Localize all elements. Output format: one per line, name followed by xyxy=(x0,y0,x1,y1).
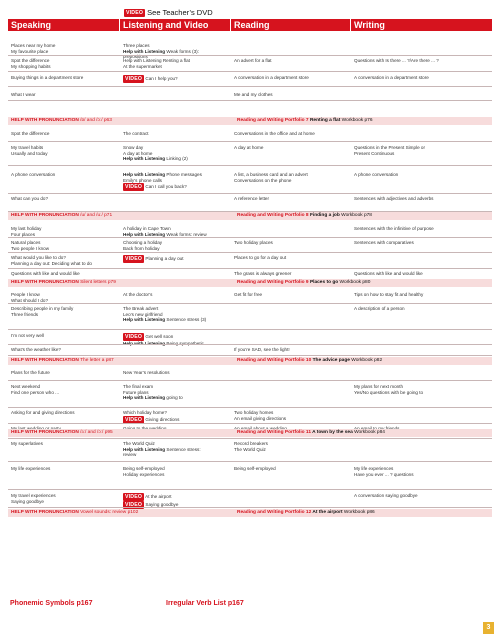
video-item: VIDEO Get well soon xyxy=(125,334,174,340)
writing-cell xyxy=(354,306,492,312)
speaking-cell xyxy=(11,255,116,266)
writing-cell xyxy=(354,292,492,298)
row-divider xyxy=(8,141,492,142)
reading-cell xyxy=(234,92,352,98)
top-note-text: See Teacher’s DVD xyxy=(147,8,213,17)
cell-line: Future plans xyxy=(123,389,149,395)
cell-line: Questions with like and would like xyxy=(354,271,423,276)
cell-line: My last holiday xyxy=(11,226,42,231)
help-with-pronunciation: HELP WITH PRONUNCIATION Vowel sounds: review p102 xyxy=(11,510,139,515)
video-badge: VIDEO xyxy=(125,494,143,500)
cell-line: Help with Listening Renting a flat xyxy=(123,58,190,63)
row-divider xyxy=(8,438,492,439)
reading-cell xyxy=(234,240,352,246)
cell-line: Places to go for a day out xyxy=(234,255,287,260)
cell-line: What can you do? xyxy=(11,196,49,201)
reading-cell xyxy=(234,255,352,261)
cell-line: A description of a person xyxy=(354,306,405,311)
portfolio-topic: A town by the sea xyxy=(312,430,355,435)
cell-line: Places near my home xyxy=(11,43,56,48)
speaking-cell xyxy=(11,333,116,339)
row-divider xyxy=(8,71,492,72)
portfolio-topic: The advice page xyxy=(312,358,352,363)
listening-cell xyxy=(123,58,231,69)
writing-cell xyxy=(354,196,492,202)
help-with-listening-line: Help with Listening Weak forms (3): xyxy=(123,48,199,54)
listening-cell xyxy=(123,226,231,237)
cell-line: A phone conversation xyxy=(11,172,56,177)
row-divider xyxy=(8,165,492,166)
listening-cell xyxy=(123,441,231,458)
cell-line: Present Continuous xyxy=(354,150,395,156)
cell-line: My superlatives xyxy=(11,441,43,446)
reading-cell xyxy=(234,441,352,452)
cell-line: Emily’s phone calls xyxy=(123,177,162,183)
cell-line: Sentences with comparatives xyxy=(354,240,414,245)
speaking-cell xyxy=(11,75,116,81)
portfolio-topic: At the airport xyxy=(312,510,344,515)
pronunciation-topic: /u/ and /uː/ p71 xyxy=(80,213,113,218)
section-band-b12 xyxy=(8,509,492,517)
reading-writing-portfolio: Reading and Writing Portfolio 11 A town by the sea Workbook p84 xyxy=(237,430,385,435)
speaking-cell xyxy=(11,92,116,98)
irregular-verb-list-link[interactable]: Irregular Verb List p167 xyxy=(166,600,244,607)
cell-line: Saying goodbye xyxy=(11,498,44,504)
row-divider xyxy=(8,100,492,101)
reading-cell xyxy=(234,466,352,472)
speaking-cell xyxy=(11,384,116,395)
row-divider xyxy=(8,507,492,508)
listening-cell xyxy=(123,145,231,162)
cell-line: If you’re SAD, see the light! xyxy=(234,347,290,352)
cell-line: An email giving directions xyxy=(234,415,287,421)
video-badge: VIDEO xyxy=(126,9,144,16)
speaking-cell xyxy=(11,172,116,178)
cell-line: A day at home xyxy=(123,150,153,156)
workbook-reference: Workbook p84 xyxy=(354,430,385,435)
row-divider xyxy=(8,344,492,345)
cell-line: My travel experiences xyxy=(11,493,56,498)
pronunciation-topic: /ɒ/ and /ɔː/ p63 xyxy=(80,118,112,123)
cell-line: My life experiences xyxy=(354,466,394,471)
cell-line: The grass is always greener xyxy=(234,271,292,276)
help-with-pronunciation: HELP WITH PRONUNCIATION The letter a p87 xyxy=(11,358,114,363)
portfolio-topic: Places to go xyxy=(309,280,340,285)
speaking-cell xyxy=(11,493,116,504)
cell-line: Which holiday home? xyxy=(123,410,167,415)
cell-line: Snow day xyxy=(123,145,144,150)
video-item: VIDEO Can I help you? xyxy=(125,76,178,82)
cell-line: Buying things in a department store xyxy=(11,75,84,80)
row-divider xyxy=(8,407,492,408)
help-with-listening-line: Help with Listening Sentence stress: xyxy=(123,446,201,452)
cell-line: A day at home xyxy=(234,145,264,150)
reading-cell xyxy=(234,75,352,81)
workbook-reference: Workbook p80 xyxy=(339,280,371,285)
speaking-cell xyxy=(11,466,116,472)
cell-line: Plans for the future xyxy=(11,370,50,375)
pronunciation-topic: /ɜː/ and /ɔː/ p95 xyxy=(80,430,113,435)
video-badge: VIDEO xyxy=(125,76,143,82)
cell-line: Two holiday homes xyxy=(234,410,274,415)
writing-cell xyxy=(354,384,492,395)
workbook-reference: Workbook p86 xyxy=(343,510,375,515)
speaking-cell xyxy=(11,43,116,54)
reading-cell xyxy=(234,196,352,202)
listening-cell xyxy=(123,292,231,298)
row-divider xyxy=(8,489,492,490)
video-badge: VIDEO xyxy=(125,184,143,191)
cell-line: At the supermarket xyxy=(123,63,162,69)
cell-line: The Break advert xyxy=(123,306,159,311)
speaking-cell xyxy=(11,441,116,447)
cell-line: The final exam xyxy=(123,384,154,389)
cell-line: Four places xyxy=(11,231,36,237)
help-with-pronunciation: HELP WITH PRONUNCIATION /ɜː/ and /ɔː/ p95 xyxy=(11,430,113,435)
cell-line: Next weekend xyxy=(11,384,41,389)
reading-cell xyxy=(234,172,352,183)
row-divider xyxy=(8,193,492,194)
cell-line: A phone conversation xyxy=(354,172,399,177)
listening-cell xyxy=(123,466,231,477)
help-with-listening-line: Help with Listening Linking (2) xyxy=(123,156,188,162)
row-divider xyxy=(8,380,492,381)
cell-line: My life experiences xyxy=(11,466,51,471)
cell-line: What’s the weather like? xyxy=(11,347,61,352)
reading-cell xyxy=(234,347,352,353)
speaking-cell xyxy=(11,58,116,69)
workbook-reference: Workbook p78 xyxy=(341,213,372,218)
cell-line: What would you like to do? xyxy=(11,255,66,260)
speaking-cell xyxy=(11,131,116,137)
cell-line: Holiday experiences xyxy=(123,471,165,477)
cell-line: A list, a business card and an advert xyxy=(234,172,308,177)
reading-cell xyxy=(234,145,352,151)
cell-line: Being self-employed xyxy=(234,466,276,471)
top-note xyxy=(124,8,213,17)
cell-line: review xyxy=(123,452,137,458)
speaking-cell xyxy=(11,145,116,156)
row-divider xyxy=(8,461,492,462)
pronunciation-topic: Vowel sounds: review p102 xyxy=(80,510,139,515)
listening-cell xyxy=(123,131,231,137)
cell-line: The contract xyxy=(123,131,149,136)
cell-line: At the doctor’s xyxy=(123,292,153,297)
workbook-reference: Workbook p76 xyxy=(341,118,373,123)
cell-line: Spot the difference xyxy=(11,131,50,136)
cell-line: Get fit for free xyxy=(234,292,263,297)
cell-line: Asking for and giving directions xyxy=(11,410,75,415)
row-divider xyxy=(8,237,492,238)
writing-cell xyxy=(354,226,492,232)
video-badge: VIDEO xyxy=(125,334,143,340)
cell-line: Being self-employed xyxy=(123,466,165,471)
speaking-cell xyxy=(11,306,116,317)
cell-line: The World Quiz xyxy=(123,441,155,446)
row-divider xyxy=(8,55,492,56)
reading-cell xyxy=(234,410,352,421)
video-item: VIDEO Giving directions xyxy=(125,416,180,423)
cell-line: Two holiday places xyxy=(234,240,273,245)
listening-cell xyxy=(123,255,231,263)
help-with-listening-line: Help with Listening Phone messages xyxy=(123,172,202,177)
reading-writing-portfolio: Reading and Writing Portfolio 9 Places to go Workbook p80 xyxy=(237,280,371,285)
reading-writing-portfolio: Reading and Writing Portfolio 12 At the airport Workbook p86 xyxy=(237,510,375,515)
video-item: VIDEO Saying goodbye xyxy=(125,502,179,508)
writing-cell xyxy=(354,75,492,81)
row-divider xyxy=(8,355,492,356)
help-with-listening-line: Help with Listening going to xyxy=(123,395,183,401)
row-divider xyxy=(8,329,492,330)
cell-line: The World Quiz xyxy=(234,446,266,452)
video-item: VIDEO Planning a day out xyxy=(125,256,184,262)
cell-line: Back from holiday xyxy=(123,245,160,251)
listening-cell xyxy=(123,370,231,376)
listening-cell xyxy=(123,172,231,191)
cell-line: Conversations on the phone xyxy=(234,177,292,183)
cell-line: My shopping habits xyxy=(11,63,51,69)
speaking-cell xyxy=(11,347,116,353)
cell-line: Spot the difference xyxy=(11,58,50,63)
listening-cell xyxy=(123,384,231,401)
cell-line: Sentences with adjectives and adverbs xyxy=(354,196,434,201)
header-writing: Writing xyxy=(351,19,492,31)
cell-line: Questions with like and would like xyxy=(11,271,80,276)
cell-line: Questions in the Present Simple or xyxy=(354,145,425,150)
section-band-b8 xyxy=(8,212,492,220)
cell-line: Planning a day out: Deciding what to do xyxy=(11,260,92,266)
help-with-pronunciation: HELP WITH PRONUNCIATION /u/ and /uː/ p71 xyxy=(11,213,113,218)
cell-line: New Year’s resolutions xyxy=(123,370,170,375)
row-divider xyxy=(8,423,492,424)
cell-line: A holiday in Cape Town xyxy=(123,226,171,231)
reading-writing-portfolio: Reading and Writing Portfolio 10 The advice page Workbook p82 xyxy=(237,358,383,363)
cell-line: Three places xyxy=(123,43,150,48)
header-listening-video: Listening and Video xyxy=(120,19,230,31)
cell-line: Conversations in the office and at home xyxy=(234,131,315,136)
listening-cell xyxy=(123,306,231,323)
cell-line: Record breakers xyxy=(234,441,268,446)
cell-line: Choosing a holiday xyxy=(123,240,163,245)
listening-cell xyxy=(123,75,231,83)
cell-line: Usually and today xyxy=(11,150,48,156)
cell-line: Me and my clothes xyxy=(234,92,273,97)
cell-line: People I know xyxy=(11,292,40,297)
video-item: VIDEO Can I call you back? xyxy=(125,184,187,191)
reading-cell xyxy=(234,292,352,298)
section-band-b7 xyxy=(8,117,492,125)
help-with-pronunciation: HELP WITH PRONUNCIATION /ɒ/ and /ɔː/ p63 xyxy=(11,118,112,123)
section-band-b11 xyxy=(8,429,492,437)
writing-cell xyxy=(354,240,492,246)
speaking-cell xyxy=(11,370,116,376)
cell-line: Three friends xyxy=(11,311,39,317)
video-item: VIDEO At the airport xyxy=(125,494,172,500)
cell-line: A conversation in a department store xyxy=(354,75,429,80)
cell-line: Natural places xyxy=(11,240,41,245)
help-with-pronunciation: HELP WITH PRONUNCIATION Silent letters p79 xyxy=(11,280,116,285)
writing-cell xyxy=(354,466,492,477)
help-with-listening-line: Help with Listening Weak forms: review xyxy=(123,231,207,237)
writing-cell xyxy=(354,271,492,277)
writing-cell xyxy=(354,58,492,64)
video-badge: VIDEO xyxy=(125,416,143,423)
cell-line: An advert for a flat xyxy=(234,58,272,63)
video-badge: VIDEO xyxy=(125,256,143,262)
cell-line: Sentences with the infinitive of purpose xyxy=(354,226,434,231)
cell-line: Leo’s new girlfriend xyxy=(123,311,163,317)
speaking-cell xyxy=(11,292,116,303)
phonemic-symbols-link[interactable]: Phonemic Symbols p167 xyxy=(10,600,93,607)
video-badge: VIDEO xyxy=(125,502,143,508)
cell-line: My travel habits xyxy=(11,145,44,150)
reading-writing-portfolio: Reading and Writing Portfolio 7 Renting a flat Workbook p76 xyxy=(237,118,373,123)
cell-line: A reference letter xyxy=(234,196,269,201)
cell-line: My favourite place xyxy=(11,48,49,54)
header-speaking: Speaking xyxy=(8,19,119,31)
cell-line: Describing people in my family xyxy=(11,306,74,311)
cell-line: Two people I know xyxy=(11,245,50,251)
cell-line: prepositions xyxy=(123,54,148,60)
pronunciation-topic: The letter a p87 xyxy=(80,358,114,363)
writing-cell xyxy=(354,145,492,156)
cell-line: Questions with Is there ... ?/Are there ... ? xyxy=(354,58,439,63)
cell-line: I’m not very well xyxy=(11,333,44,338)
section-band-b10 xyxy=(8,357,492,365)
workbook-reference: Workbook p82 xyxy=(351,358,383,363)
cell-line: What I wear xyxy=(11,92,36,97)
page-number: 3 xyxy=(483,622,494,634)
reading-cell xyxy=(234,58,352,64)
row-divider xyxy=(8,86,492,87)
section-band-b9 xyxy=(8,279,492,287)
portfolio-topic: Renting a flat xyxy=(309,118,342,123)
reading-cell xyxy=(234,131,352,137)
cell-line: Yes/No questions with be going to xyxy=(354,389,424,395)
speaking-cell xyxy=(11,226,116,237)
help-with-listening-line: Help with Listening Being sympathetic xyxy=(123,341,204,346)
cell-line: Tips on how to stay fit and healthy xyxy=(354,292,424,297)
cell-line: My plans for next month xyxy=(354,384,404,389)
writing-cell xyxy=(354,172,492,178)
cell-line: A conversation saying goodbye xyxy=(354,493,418,498)
cell-line: A conversation in a department store xyxy=(234,75,309,80)
listening-cell xyxy=(123,410,231,424)
reading-writing-portfolio: Reading and Writing Portfolio 8 Finding a job Workbook p78 xyxy=(237,213,372,218)
listening-cell xyxy=(123,240,231,251)
speaking-cell xyxy=(11,271,116,277)
cell-line: Have you ever ... ? questions xyxy=(354,471,414,477)
portfolio-topic: Finding a job xyxy=(309,213,342,218)
row-divider xyxy=(8,268,492,269)
header-reading: Reading xyxy=(231,19,350,31)
speaking-cell xyxy=(11,196,116,202)
help-with-listening-line: Help with Listening Sentence stress (3) xyxy=(123,317,207,323)
writing-cell xyxy=(354,493,492,499)
reading-cell xyxy=(234,271,352,277)
speaking-cell xyxy=(11,410,116,416)
row-divider xyxy=(8,303,492,304)
cell-line: What should I do? xyxy=(11,297,49,303)
row-divider xyxy=(8,252,492,253)
cell-line: Find one person who ... xyxy=(11,389,60,395)
pronunciation-topic: Silent letters p79 xyxy=(80,280,116,285)
speaking-cell xyxy=(11,240,116,251)
